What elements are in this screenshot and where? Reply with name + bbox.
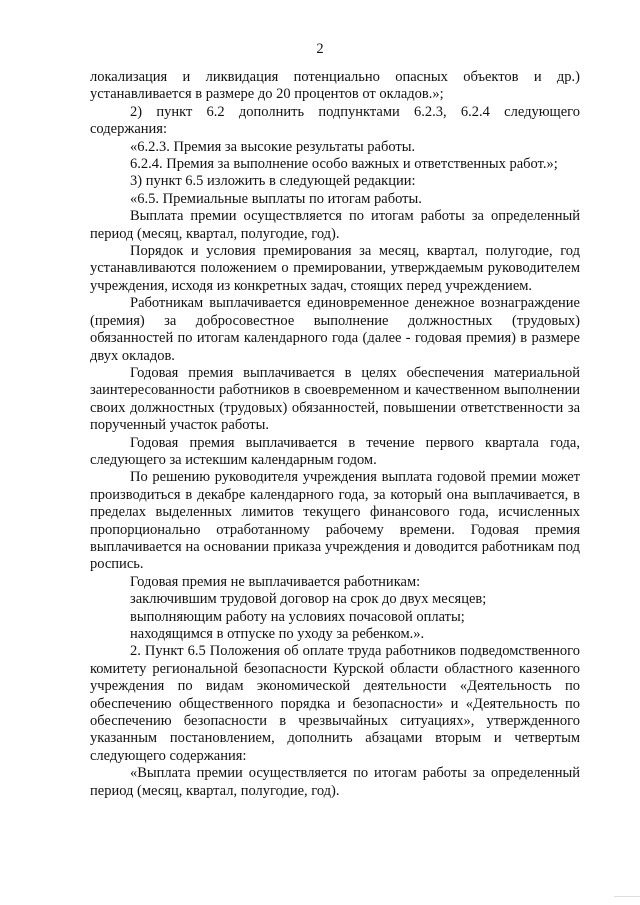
paragraph: По решению руководителя учреждения выплата годовой премии может производиться в декабре календарного года, за который она выплачивается, в пределах выделенных лимитов текущего финансового года, исчисленных пропорционально отработанному рабочему времени. Годовая премия выплачивается на основании приказа учреждения и доводится работникам под роспись.: [90, 469, 580, 573]
paragraph: локализация и ликвидация потенциально опасных объектов и др.) устанавливается в размере до 20 процентов от окладов.»;: [90, 69, 580, 103]
paragraph: Выплата премии осуществляется по итогам работы за определенный период (месяц, квартал, полугодие, год).: [90, 208, 580, 242]
paragraph: 6.2.4. Премия за выполнение особо важных и ответственных работ.»;: [130, 156, 558, 173]
paragraph: заключившим трудовой договор на срок до двух месяцев;: [130, 591, 487, 608]
paragraph: 3) пункт 6.5 изложить в следующей редакции:: [130, 173, 416, 190]
paragraph: Годовая премия выплачивается в целях обеспечения материальной заинтересованности работников в своевременном и качественном выполнении своих должностных (трудовых) обязанностей, повышении ответственности за порученный участок работы.: [90, 364, 580, 434]
paragraph: «6.5. Премиальные выплаты по итогам работы.: [130, 190, 422, 207]
paragraph: «Выплата премии осуществляется по итогам работы за определенный период (месяц, квартал, полугодие, год).: [90, 765, 580, 799]
document-body: [90, 69, 580, 800]
paragraph: «6.2.3. Премия за высокие результаты работы.: [130, 138, 416, 155]
paragraph: Работникам выплачивается единовременное денежное вознаграждение (премия) за добросовестное выполнение должностных (трудовых) обязанностей по итогам календарного года (далее - годовая премия) в размере двух окладов.: [90, 295, 580, 364]
paragraph: находящимся в отпуске по уходу за ребенком.».: [130, 626, 425, 642]
paragraph: 2. Пункт 6.5 Положения об оплате труда работников подведомственного комитету региональной безопасности Курской области областного казенного учреждения по видам экономической деятельности «Деятельность по обеспечению общественного порядка и безопасности» и «Деятельность по обеспечению безопасности в чрезвычайных ситуациях», утвержденного указанным постановлением, дополнить абзацами вторым и четвертым следующего содержания:: [90, 643, 580, 764]
paragraph: выполняющим работу на условиях почасовой оплаты;: [130, 608, 465, 625]
paragraph: 2) пункт 6.2 дополнить подпунктами 6.2.3, 6.2.4 следующего содержания:: [90, 103, 580, 138]
page-number: 2: [316, 41, 324, 57]
paragraph: Порядок и условия премирования за месяц, квартал, полугодие, год устанавливаются положением о премировании, утверждаемым руководителем учреждения, исходя из конкретных задач, стоящих перед учреждением.: [90, 243, 580, 294]
paragraph: Годовая премия не выплачивается работникам:: [130, 573, 421, 590]
scan-edge-mark: [614, 896, 640, 901]
paragraph: Годовая премия выплачивается в течение первого квартала года, следующего за истекшим календарным годом.: [90, 434, 580, 468]
